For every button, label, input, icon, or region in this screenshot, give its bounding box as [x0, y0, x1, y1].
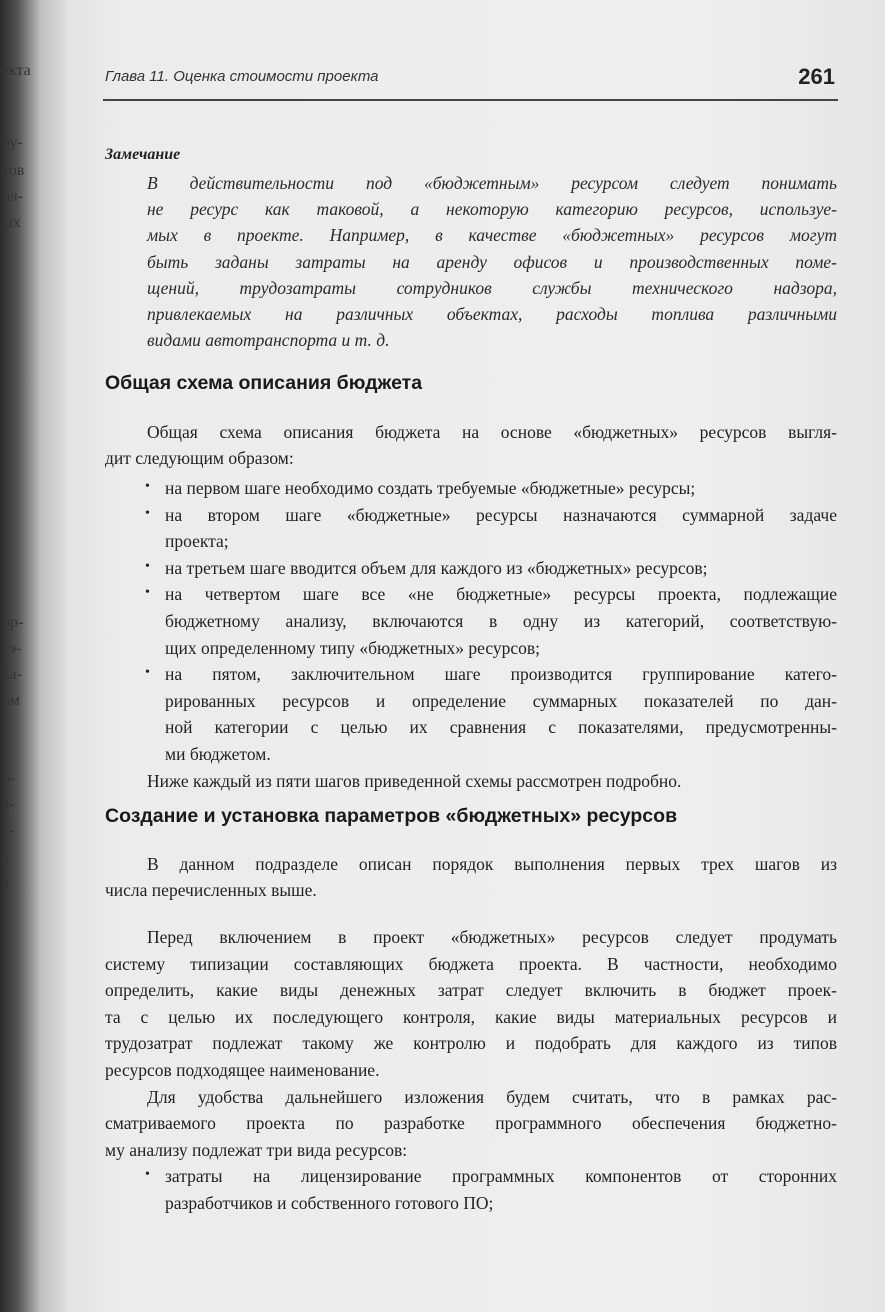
text-line: на третьем шаге вводится объем для каждого из «бюджетных» ресурсов; — [165, 557, 708, 578]
text-line: рированных ресурсов и определение суммарных показателей по дан- — [165, 690, 837, 711]
bullet-icon: • — [145, 479, 150, 494]
margin-fragment: ка- — [2, 666, 22, 683]
margin-fragment: бу- — [2, 134, 23, 151]
margin-fragment: б- — [2, 770, 16, 787]
text-line: бюджетному анализу, включаются в одну из категорий, соответствую- — [165, 611, 837, 631]
margin-fragment: а- — [2, 796, 15, 813]
text-line: сматриваемого проекта по разработке программного обеспечения бюджетно- — [105, 1113, 837, 1134]
text-line: систему типизации составляющих бюджета проекта. В частности, необходимо — [105, 953, 837, 974]
text-line: видами автотранспорта и т. д. — [147, 330, 390, 350]
margin-fragment: я — [2, 874, 10, 891]
running-header: Глава 11. Оценка стоимости проекта — [105, 68, 379, 85]
margin-fragment: с- — [2, 822, 15, 839]
text-line: затраты на лицензирование программных компонентов от сторонних — [165, 1166, 837, 1187]
previous-page-margin — [0, 0, 46, 1312]
text-line: трудозатрат подлежат такому же контролю и подобрать для каждого из типов — [105, 1033, 837, 1054]
margin-fragment: ых — [2, 214, 21, 231]
text-line: числа перечисленных выше. — [105, 880, 317, 900]
bullet-icon: • — [145, 665, 150, 681]
text-line: ной категории с целью их сравнения с показателями, предусмотренны- — [165, 717, 837, 738]
text-line: та с целью их последующего контроля, какие виды материальных ресурсов и — [105, 1006, 837, 1027]
margin-fragment: экта — [2, 62, 31, 79]
text-line: Ниже каждый из пяти шагов приведенной схемы рассмотрен подробно. — [147, 770, 682, 791]
section-heading: Общая схема описания бюджета — [105, 372, 423, 394]
bullet-icon: • — [145, 1167, 150, 1183]
margin-fragment: ор- — [2, 614, 24, 631]
text-line: разработчиков и собственного готового ПО; — [165, 1193, 494, 1213]
text-line: ресурсов подходящее наименование. — [105, 1060, 380, 1080]
text-line: привлекаемых на различных объектах, расходы топлива различными — [147, 304, 837, 324]
header-rule — [103, 99, 838, 101]
bullet-icon: • — [145, 585, 150, 601]
text-line: ми бюджетом. — [165, 744, 271, 764]
text-line: Перед включением в проект «бюджетных» ресурсов следует продумать — [147, 927, 837, 947]
text-line: проекта; — [165, 531, 229, 552]
margin-fragment: еэ- — [2, 640, 22, 657]
bullet-icon: • — [145, 558, 150, 574]
text-line: на четвертом шаге все «не бюджетные» ресурсы проекта, подлежащие — [165, 584, 837, 605]
section-heading: Создание и установка параметров «бюджетных» ресурсов — [105, 805, 678, 827]
text-line: щих определенному типу «бюджетных» ресурсов; — [165, 637, 541, 658]
text-line: быть заданы затраты на аренду офисов и производственных поме- — [147, 252, 837, 272]
text-line: мых в проекте. Например, в качестве «бюджетных» ресурсов могут — [147, 225, 837, 245]
text-line: определить, какие виды денежных затрат следует включить в бюджет проек- — [105, 980, 837, 1001]
bullet-icon: • — [145, 505, 150, 521]
text-line: му анализу подлежат три вида ресурсов: — [105, 1139, 408, 1160]
text-line: В действительности под «бюджетным» ресурсом следует понимать — [147, 173, 837, 193]
text-line: Общая схема описания бюджета на основе «бюджетных» ресурсов выгля- — [147, 422, 837, 442]
page-number: 261 — [798, 64, 835, 89]
text-line: дит следующим образом: — [105, 448, 294, 468]
margin-fragment: ом — [2, 692, 20, 709]
text-line: на пятом, заключительном шаге производится группирование катего- — [165, 664, 837, 685]
text-line: на первом шаге необходимо создать требуемые «бюджетные» ресурсы; — [165, 478, 696, 498]
text-line: щений, трудозатраты сотрудников службы технического надзора, — [147, 278, 837, 298]
text-line: Для удобства дальнейшего изложения будем считать, что в рамках рас- — [147, 1086, 837, 1107]
text-line: не ресурс как таковой, а некоторую категорию ресурсов, используе- — [147, 199, 837, 219]
note-title: Замечание — [105, 146, 181, 163]
text-line: В данном подразделе описан порядок выполнения первых трех шагов из — [147, 854, 837, 874]
margin-fragment: тов — [2, 162, 25, 179]
margin-fragment: ол- — [2, 188, 24, 205]
margin-fragment: я — [2, 848, 10, 865]
text-line: на втором шаге «бюджетные» ресурсы назначаются суммарной задаче — [165, 504, 837, 525]
